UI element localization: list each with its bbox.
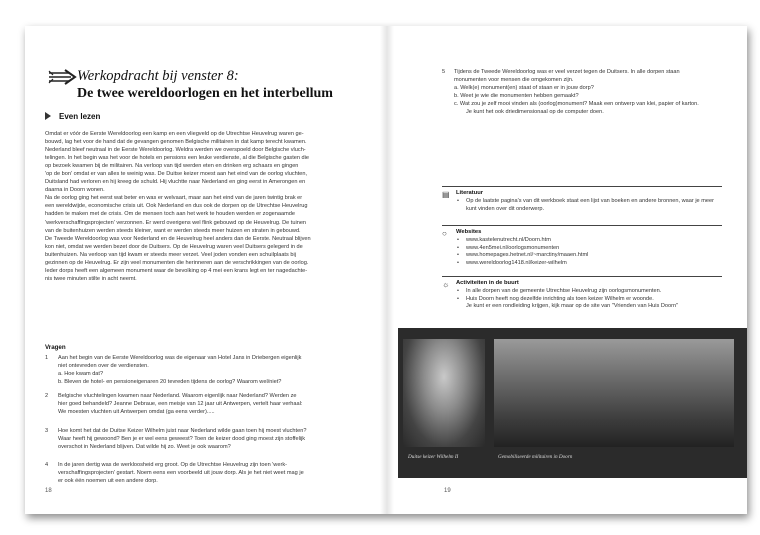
body-line: op bezoek kwamen bij de militairen. Na verloop van tijd werden eten en drinken erg schaars en gingen: [45, 163, 299, 170]
question-sub: Je kunt het ook driedimensionaal op de computer doen.: [466, 109, 604, 115]
body-line: De Tweede Wereldoorlog was voor Nederland en de Heuvelrug heel anders dan de Eerste. Neutraal blijven: [45, 235, 311, 242]
body-line: bouwd, lag het voor de hand dat de gevangen genomen Belgische militairen in dat kamp terecht kwamen.: [45, 139, 307, 146]
arrow-icon: [47, 69, 77, 85]
question-5: [442, 68, 722, 116]
photo-caption: Duitse keizer Wilhelm II: [408, 454, 459, 460]
section-heading: [45, 112, 100, 121]
website-link[interactable]: • www.homepages.hetnet.nl/~marctiny/maaen.html: [456, 252, 722, 260]
question-sub: c. Wat zou je zelf mooi vinden als (oorlog)monument? Maak een ontwerp van klei, papier of karton.: [454, 101, 699, 107]
photo-soldiers: [494, 339, 734, 447]
page-number-right: 19: [444, 488, 451, 494]
body-line: telingen. In het begin was het voor de hotels en pensions een leuke verdienste, al die Belgische gasten die: [45, 155, 310, 162]
activities-title: Activiteiten in de buurt: [456, 280, 519, 286]
website-link[interactable]: • www.wereldoorlog1418.nl/keizer-wilhelm: [456, 260, 722, 268]
globe-icon: ○: [442, 229, 447, 238]
question-2: [45, 392, 365, 416]
question-3: [45, 427, 365, 451]
body-text: [45, 130, 363, 283]
body-line: Nederland bleef neutraal in de Eerste Wereldoorlog. Weldra werden we overspoeld door Belgische vluch-: [45, 147, 306, 154]
sun-icon: ☼: [442, 280, 450, 289]
body-line: 'op de bon' omdat er van alles te weinig was. De Duitse keizer moest aan het eind van de oorlog vluchten,: [45, 171, 308, 178]
question-line: We moesten vluchten uit Antwerpen omdat (ga eens verder).....: [58, 409, 215, 415]
activities-box: [442, 276, 722, 311]
photo-caption: Gemobiliseerde militairen in Doorn: [498, 454, 573, 460]
body-line: een wereldwijde, economische crisis uit. Ook Nederland en dus ook de dorpen op de Utrechtse Heuvelrug: [45, 203, 308, 210]
question-line: Hoe komt het dat de Duitse Keizer Wilhelm juist naar Nederland wilde gaan toen hij moest vluchten?: [58, 428, 307, 434]
question-line: Belgische vluchtelingen kwamen naar Nederland. Waarom eigenlijk naar Nederland? Werden ze: [58, 393, 297, 399]
left-page: [25, 26, 386, 514]
book-icon: ▤: [442, 190, 450, 199]
section-heading-text: Even lezen: [59, 112, 101, 121]
literature-item-extra: kunt vinden over dit onderwerp.: [466, 205, 545, 212]
activity-item-extra: Je kunt er een rondleiding krijgen, kijk maar op de site van "Vrienden van Huis Doorn": [466, 303, 679, 310]
website-link[interactable]: • www.kastelenutrecht.nl/Doorn.htm: [456, 237, 722, 245]
literature-item: • Op de laatste pagina's van dit werkboek staat een lijst van boeken en andere bronnen, waar je meer: [456, 198, 722, 206]
question-line: monumenten voor mensen die omgekomen zijn.: [454, 77, 574, 83]
question-sub: b. Weet je wie die monumenten hebben gemaakt?: [454, 93, 579, 99]
body-line: van de buitenhuizen werden steeds kleiner, want er werden steeds meer huizen en straten in gebouwd.: [45, 227, 301, 234]
question-number: 5: [442, 69, 446, 75]
question-sub: a. Welk(e) monument(en) staat of staan er in jouw dorp?: [454, 85, 594, 91]
questions-heading: Vragen: [45, 344, 66, 351]
book-spread: [25, 26, 747, 514]
body-line: daarna in Doorn wonen.: [45, 187, 105, 194]
question-line: verschaffingsprojecten' gestart. Noem eens een voorbeeld uit jouw dorp. Als je het niet weet mag je: [58, 470, 304, 476]
activity-item: • In alle dorpen van de gemeente Utrechtse Heuvelrug zijn oorlogsmonumenten.: [456, 288, 722, 296]
question-sub: b. Bleven de hotel- en pensioneigenaren 20 tevreden tijdens de oorlog? Waarom wel/niet?: [58, 379, 282, 385]
question-line: overschot in Nederland blijven. Dat wilde hij zo. Weet je ook waarom?: [58, 444, 231, 450]
page-number-left: 18: [45, 488, 52, 494]
question-sub: a. Hoe kwam dat?: [58, 371, 104, 377]
question-number: 3: [45, 428, 49, 434]
literature-title: Literatuur: [456, 190, 484, 196]
body-line: Omdat er vóór de Eerste Wereldoorlog een kamp en een vliegveld op de Utrechtse Heuvelrug waren ge-: [45, 131, 304, 137]
body-line: hadden te maken met de crisis. Om de mensen toch aan het werk te houden werden er zogenaamde: [45, 211, 296, 218]
question-number: 2: [45, 393, 49, 399]
question-line: Waar heeft hij gewoond? Ben je er wel eens geweest? Toen de keizer dood ging moest zijn stoffelijk: [58, 436, 306, 442]
question-line: In de jaren dertig was de werkloosheid erg groot. Op de Utrechtse Heuvelrug zijn toen 'werk-: [58, 462, 287, 468]
body-line: 'werkverschaffingsprojecten' verzonnen. Er werd overigens wel flink gebouwd op de Heuvelrug. De tuinen: [45, 219, 307, 226]
question-1: [45, 354, 365, 386]
websites-title: Websites: [456, 229, 482, 235]
body-line: kon niet, omdat we werden bezet door de Duitsers. Op de Heuvelrug waren veel Duitsers gelegerd in de: [45, 243, 303, 250]
page-title: Werkopdracht bij venster 8:: [77, 68, 239, 84]
body-line: Duitsland had verloren en hij kreeg de schuld. Hij vluchtte naar Nederland en ging eerst in Amerongen en: [45, 179, 306, 186]
question-4: [45, 461, 365, 485]
triangle-icon: [45, 112, 51, 120]
question-line: er ook één noemen uit een andere dorp.: [58, 478, 158, 484]
question-line: Aan het begin van de Eerste Wereldoorlog was de eigenaar van Hotel Jans in Driebergen eigenlijk: [58, 355, 302, 361]
body-line: buitenhuizen. Na verloop van tijd kwam er steeds meer verzet. Veel joden vonden een schuilplaats bij: [45, 251, 296, 258]
page-subtitle: De twee wereldoorlogen en het interbellum: [77, 86, 333, 101]
body-line: Ieder dorps heeft een algemeen monument waar de bevolking op 4 mei een krans legt en ter nagedachte-: [45, 267, 308, 274]
body-line: Na de oorlog ging het eerst wat beter en was er welvaart, maar aan het eind van de jaren twintig brak er: [45, 195, 303, 202]
question-line: Tijdens de Tweede Wereldoorlog was er veel verzet tegen de Duitsers. In alle dorpen staan: [454, 69, 680, 75]
activity-item: • Huis Doorn heeft nog dezelfde inrichting als toen keizer Wilhelm er woonde.: [456, 296, 722, 304]
question-line: hier goed behandeld? Jeanne Debraue, een meisje van 12 jaar uit Antwerpen, vertelt haar verhaal:: [58, 401, 303, 407]
question-number: 4: [45, 462, 49, 468]
photo-kaiser-wilhelm: [403, 339, 485, 447]
question-number: 1: [45, 355, 49, 361]
body-line: nis twee minuten stilte in acht neemt.: [45, 275, 137, 282]
literature-box: [442, 186, 722, 213]
question-line: niet ontevreden over de verdiensten.: [58, 363, 149, 369]
websites-box: [442, 225, 722, 267]
website-link[interactable]: • www.4en5mei.nl/oorlogsmonumenten: [456, 245, 722, 253]
right-page: [386, 26, 747, 514]
body-line: gezinnen op de Heuvelrug. Er zijn veel monumenten die herinneren aan de verschrikkingen van de oorlog.: [45, 259, 309, 266]
